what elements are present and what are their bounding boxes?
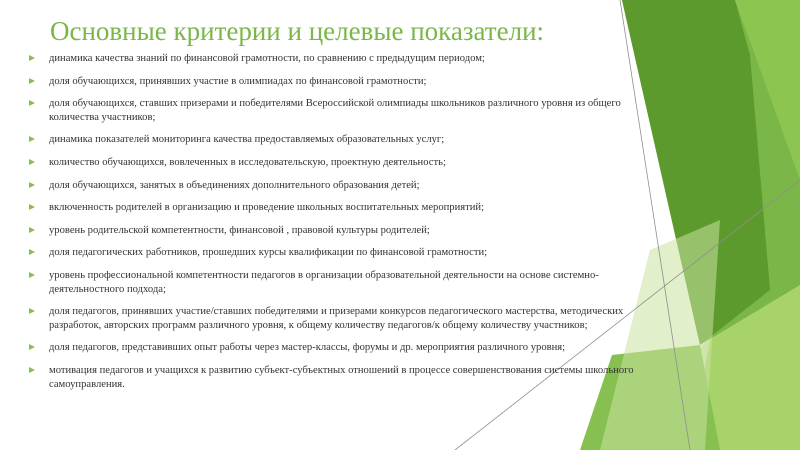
bullet-marker-icon xyxy=(29,272,35,278)
bullet-marker-icon xyxy=(29,227,35,233)
list-item-text: доля педагогических работников, прошедших курсы квалификации по финансовой грамотности; xyxy=(49,247,488,259)
list-item-text: динамика качества знаний по финансовой грамотности, по сравнению с предыдущим периодом; xyxy=(49,53,485,64)
bullet-marker-icon xyxy=(29,159,35,165)
bullet-marker-icon xyxy=(29,55,35,61)
list-item-text: уровень профессиональной компетентности педагогов в организации образовательной деятельности на основе системно-деятельностного подхода; xyxy=(49,269,599,295)
bullet-marker-icon xyxy=(29,367,35,373)
list-item xyxy=(28,133,658,147)
list-item xyxy=(28,224,658,238)
list-item xyxy=(28,364,658,391)
bullet-marker-icon xyxy=(29,100,35,106)
list-item xyxy=(28,305,658,332)
list-item-text: включенность родителей в организацию и проведение школьных воспитательных мероприятий; xyxy=(49,202,485,214)
bullet-marker-icon xyxy=(29,249,35,255)
list-item xyxy=(28,201,658,215)
bullet-marker-icon xyxy=(29,204,35,210)
list-item xyxy=(28,269,658,296)
bullet-marker-icon xyxy=(29,136,35,142)
list-item xyxy=(28,75,658,89)
bullet-marker-icon xyxy=(29,344,35,350)
bullet-marker-icon xyxy=(29,182,35,188)
list-item xyxy=(28,179,658,193)
bullet-marker-icon xyxy=(29,78,35,84)
list-item-text: доля обучающихся, принявших участие в олимпиадах по финансовой грамотности; xyxy=(49,75,427,87)
list-item-text: доля педагогов, принявших участие/ставших победителями и призерами конкурсов педагогического мастерства, методических разработок, авторских программ различного уровня, к общему количеству педагогов/к общему количеству участников; xyxy=(49,306,624,331)
criteria-list xyxy=(28,52,658,391)
list-item-text: количество обучающихся, вовлеченных в исследовательскую, проектную деятельность; xyxy=(49,156,446,168)
list-item-text: уровень родительской компетентности, финансовой , правовой культуры родителей; xyxy=(49,224,430,236)
bullet-marker-icon xyxy=(29,308,35,314)
list-item xyxy=(28,341,658,355)
list-item-text: доля обучающихся, занятых в объединениях дополнительного образования детей; xyxy=(49,179,420,191)
slide-title: Основные критерии и целевые показатели: xyxy=(50,16,545,46)
list-item xyxy=(28,156,658,170)
list-item-text: динамика показателей мониторинга качества предоставляемых образовательных услуг; xyxy=(49,134,445,146)
list-item-text: доля обучающихся, ставших призерами и победителями Всероссийской олимпиады школьников различного уровня из общего количества участников; xyxy=(49,98,621,123)
list-item-text: доля педагогов, представивших опыт работы через мастер-классы, форумы и др. мероприятия различного уровня; xyxy=(49,342,566,354)
list-item xyxy=(28,97,658,124)
list-item xyxy=(28,246,658,260)
list-item-text: мотивация педагогов и учащихся к развитию субъект-субъектных отношений в процессе совершенствования системы школьного самоуправления. xyxy=(49,364,634,390)
list-item xyxy=(28,52,658,66)
